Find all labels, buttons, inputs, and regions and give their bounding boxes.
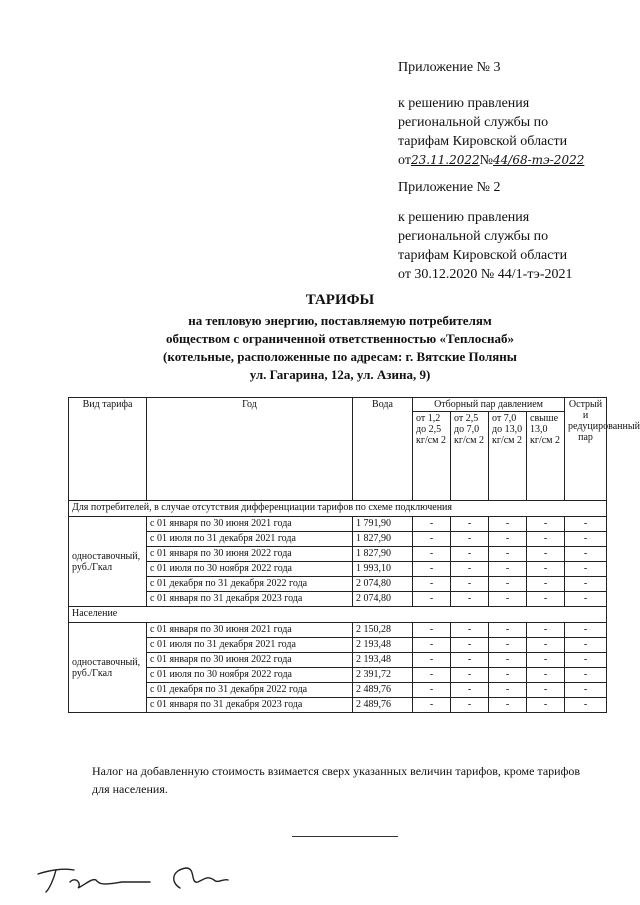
- table-row: [69, 517, 607, 532]
- handwritten-signature-icon: [30, 858, 240, 898]
- period-cell: с 01 января по 30 июня 2022 года: [147, 653, 353, 668]
- dash-cell: -: [451, 653, 489, 668]
- dash-cell: -: [451, 623, 489, 638]
- tariffs-table: [68, 397, 640, 713]
- dash-cell: -: [565, 517, 607, 532]
- dash-cell: -: [413, 547, 451, 562]
- table-row: [69, 698, 607, 713]
- period-cell: с 01 июля по 31 декабря 2021 года: [147, 532, 353, 547]
- dash-cell: -: [527, 683, 565, 698]
- dash-cell: -: [451, 562, 489, 577]
- table-row: [69, 668, 607, 683]
- dash-cell: -: [565, 623, 607, 638]
- dash-cell: -: [527, 577, 565, 592]
- decision-3-date-line: [398, 151, 584, 170]
- document-title: [60, 312, 620, 384]
- period-cell: с 01 января по 30 июня 2021 года: [147, 517, 353, 532]
- dash-cell: -: [565, 547, 607, 562]
- appendix-3-label: Приложение № 3: [398, 60, 501, 75]
- section-label: Население: [69, 607, 607, 623]
- dash-cell: -: [527, 532, 565, 547]
- decision-3-block: [398, 94, 584, 170]
- dash-cell: -: [565, 638, 607, 653]
- dash-cell: -: [413, 577, 451, 592]
- dash-cell: -: [489, 698, 527, 713]
- dash-cell: -: [413, 562, 451, 577]
- document-heading: ТАРИФЫ: [305, 292, 375, 308]
- dash-cell: -: [489, 532, 527, 547]
- header-steam-sub: свыше 13,0 кг/см 2: [527, 412, 565, 501]
- water-cell: 1 827,90: [353, 532, 413, 547]
- title-line: ул. Гагарина, 12а, ул. Азина, 9): [249, 367, 431, 382]
- dash-cell: -: [489, 683, 527, 698]
- dash-cell: -: [451, 577, 489, 592]
- water-cell: 2 193,48: [353, 653, 413, 668]
- table-row: [69, 623, 607, 638]
- period-cell: с 01 декабря по 31 декабря 2022 года: [147, 683, 353, 698]
- water-cell: 1 827,90: [353, 547, 413, 562]
- decision-2-line: региональной службы по: [398, 229, 549, 244]
- decision-2-line: тарифам Кировской области: [398, 248, 568, 263]
- dash-cell: -: [413, 517, 451, 532]
- appendix-2-label: Приложение № 2: [398, 180, 501, 195]
- water-cell: 2 074,80: [353, 592, 413, 607]
- dash-cell: -: [413, 683, 451, 698]
- dash-cell: -: [451, 547, 489, 562]
- dash-cell: -: [527, 547, 565, 562]
- dash-cell: -: [489, 668, 527, 683]
- header-steam: Отборный пар давлением: [413, 398, 565, 412]
- table-row: [69, 638, 607, 653]
- period-cell: с 01 января по 31 декабря 2023 года: [147, 592, 353, 607]
- dash-cell: -: [489, 562, 527, 577]
- dash-cell: -: [489, 623, 527, 638]
- dash-cell: -: [489, 653, 527, 668]
- dash-cell: -: [413, 532, 451, 547]
- decision-3-line: к решению правления: [398, 96, 530, 111]
- dash-cell: -: [413, 698, 451, 713]
- vat-note: Налог на добавленную стоимость взимается сверх указанных величин тарифов, кроме тарифов для населения.: [92, 764, 581, 796]
- decision-2-line: от 30.12.2020 № 44/1-тэ-2021: [398, 267, 573, 282]
- decision-2-line: к решению правления: [398, 210, 530, 225]
- table-row: [69, 532, 607, 547]
- handwritten-date: 23.11.2022: [410, 153, 480, 167]
- water-cell: 1 791,90: [353, 517, 413, 532]
- dash-cell: -: [451, 683, 489, 698]
- tariff-type-cell: одноставочный, руб./Гкал: [69, 623, 147, 713]
- water-cell: 2 074,80: [353, 577, 413, 592]
- header-steam-sub: от 7,0 до 13,0 кг/см 2: [489, 412, 527, 501]
- dash-cell: -: [527, 653, 565, 668]
- header-steam-sub: от 1,2 до 2,5 кг/см 2: [413, 412, 451, 501]
- handwritten-number: 44/68-тэ-2022: [493, 153, 585, 167]
- dash-cell: -: [527, 638, 565, 653]
- section-label: Для потребителей, в случае отсутствия дифференциации тарифов по схеме подключения: [69, 501, 607, 517]
- water-cell: 2 391,72: [353, 668, 413, 683]
- table-row: [69, 683, 607, 698]
- dash-cell: -: [565, 562, 607, 577]
- dash-cell: -: [451, 517, 489, 532]
- period-cell: с 01 января по 30 июня 2021 года: [147, 623, 353, 638]
- header-sharp-steam: Острый и редуцированный пар: [565, 398, 607, 501]
- water-cell: 2 489,76: [353, 683, 413, 698]
- dash-cell: -: [451, 668, 489, 683]
- water-cell: 2 489,76: [353, 698, 413, 713]
- water-cell: 1 993,10: [353, 562, 413, 577]
- table-row: [69, 547, 607, 562]
- dash-cell: -: [413, 638, 451, 653]
- dash-cell: -: [451, 592, 489, 607]
- period-cell: с 01 июля по 30 ноября 2022 года: [147, 668, 353, 683]
- header-steam-sub: от 2,5 до 7,0 кг/см 2: [451, 412, 489, 501]
- title-line: на тепловую энергию, поставляемую потребителям: [188, 313, 492, 328]
- dash-cell: -: [413, 592, 451, 607]
- decision-2-block: [398, 208, 572, 284]
- dash-cell: -: [527, 592, 565, 607]
- number-prefix: №: [479, 153, 494, 168]
- water-cell: 2 150,28: [353, 623, 413, 638]
- dash-cell: -: [565, 683, 607, 698]
- date-prefix: от: [398, 153, 411, 168]
- table-row: [69, 577, 607, 592]
- dash-cell: -: [527, 623, 565, 638]
- dash-cell: -: [451, 698, 489, 713]
- header-tariff-type: Вид тарифа: [69, 398, 147, 501]
- dash-cell: -: [527, 698, 565, 713]
- dash-cell: -: [489, 547, 527, 562]
- dash-cell: -: [489, 638, 527, 653]
- dash-cell: -: [489, 592, 527, 607]
- dash-cell: -: [527, 562, 565, 577]
- title-line: (котельные, расположенные по адресам: г. Вятские Поляны: [163, 349, 517, 364]
- header-water: Вода: [353, 398, 413, 501]
- dash-cell: -: [565, 592, 607, 607]
- decision-3-line: тарифам Кировской области: [398, 134, 568, 149]
- period-cell: с 01 декабря по 31 декабря 2022 года: [147, 577, 353, 592]
- dash-cell: -: [565, 577, 607, 592]
- tariff-type-cell: одноставочный, руб./Гкал: [69, 517, 147, 607]
- dash-cell: -: [451, 532, 489, 547]
- water-cell: 2 193,48: [353, 638, 413, 653]
- dash-cell: -: [565, 532, 607, 547]
- dash-cell: -: [565, 698, 607, 713]
- dash-cell: -: [527, 517, 565, 532]
- signature-line: [292, 836, 398, 837]
- dash-cell: -: [451, 638, 489, 653]
- dash-cell: -: [527, 668, 565, 683]
- period-cell: с 01 января по 30 июня 2022 года: [147, 547, 353, 562]
- header-year: Год: [147, 398, 353, 501]
- period-cell: с 01 июля по 31 декабря 2021 года: [147, 638, 353, 653]
- dash-cell: -: [489, 517, 527, 532]
- dash-cell: -: [489, 577, 527, 592]
- dash-cell: -: [565, 668, 607, 683]
- table-row: [69, 653, 607, 668]
- period-cell: с 01 января по 31 декабря 2023 года: [147, 698, 353, 713]
- table-row: [69, 592, 607, 607]
- title-line: обществом с ограниченной ответственностью «Теплоснаб»: [166, 331, 514, 346]
- dash-cell: -: [413, 623, 451, 638]
- decision-3-line: региональной службы по: [398, 115, 549, 130]
- period-cell: с 01 июля по 30 ноября 2022 года: [147, 562, 353, 577]
- dash-cell: -: [413, 668, 451, 683]
- table-row: [69, 562, 607, 577]
- dash-cell: -: [413, 653, 451, 668]
- dash-cell: -: [565, 653, 607, 668]
